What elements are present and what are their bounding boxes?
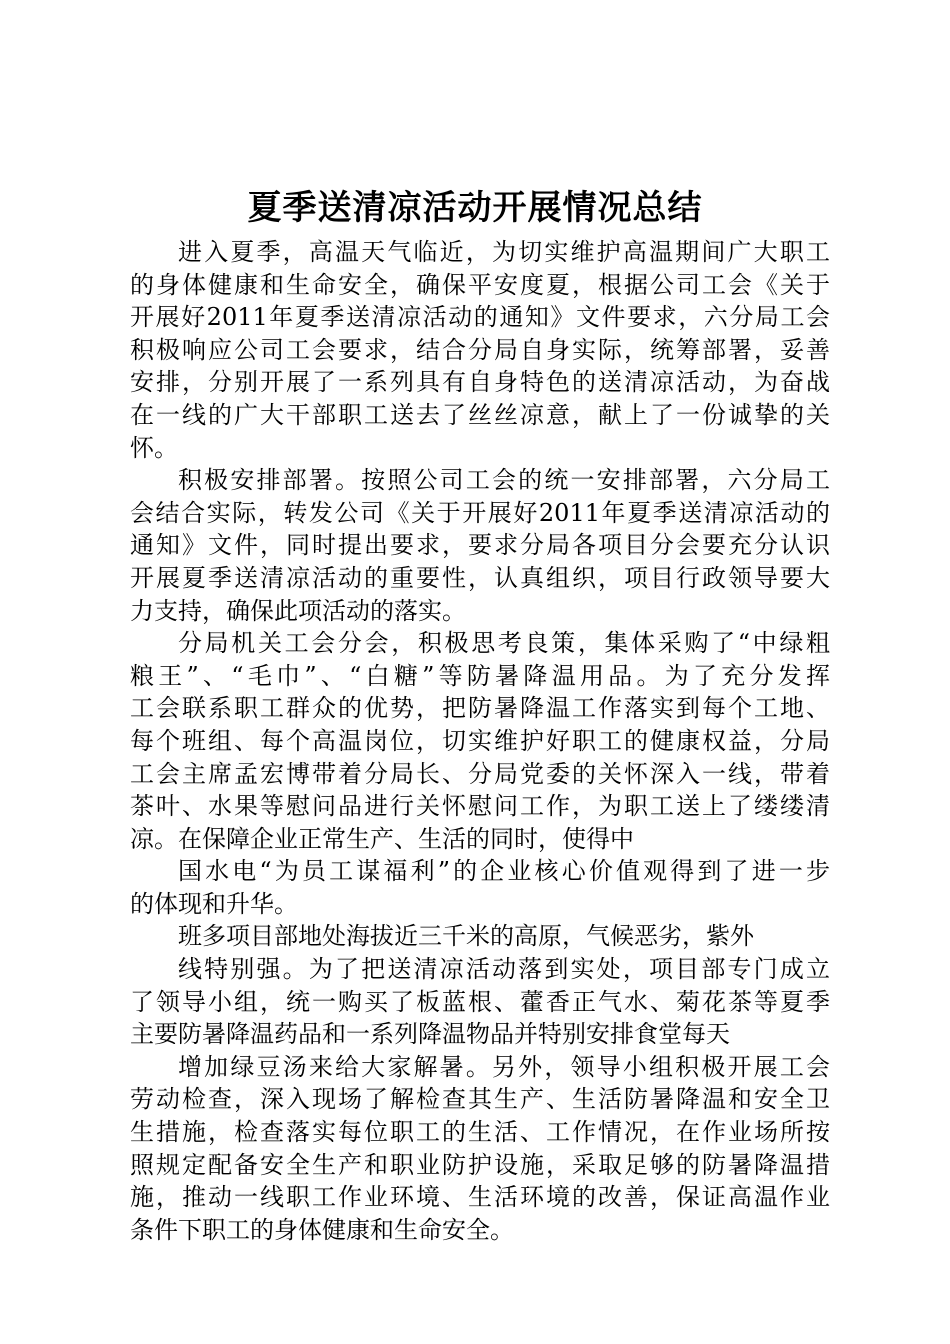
body-text-line: 国水电“为员工谋福利”的企业核心价值观得到了进一步 [178, 857, 830, 886]
body-text-line: 凉。在保障企业正常生产、生活的同时，使得中 [130, 824, 634, 853]
body-text-line: 施，推动一线职工作业环境、生活环境的改善，保证高温作业 [130, 1183, 830, 1212]
body-text-line: 班多项目部地处海拔近三千米的高原，气候恶劣，紫外 [178, 922, 754, 951]
body-text-line: 了领导小组，统一购买了板蓝根、藿香正气水、菊花茶等夏季 [130, 987, 830, 1016]
body-text-line: 通知》文件，同时提出要求，要求分局各项目分会要充分认识 [130, 531, 830, 560]
body-text-line: 怀。 [130, 433, 178, 462]
body-text-line: 条件下职工的身体健康和生命安全。 [130, 1215, 514, 1244]
body-text-line: 会结合实际，转发公司《关于开展好2011年夏季送清凉活动的 [130, 498, 830, 527]
body-text-line: 增加绿豆汤来给大家解暑。另外，领导小组积极开展工会 [178, 1052, 830, 1081]
body-text-line: 主要防暑降温药品和一系列降温物品并特别安排食堂每天 [130, 1020, 730, 1049]
body-text-line: 积极安排部署。按照公司工会的统一安排部署，六分局工 [178, 466, 830, 495]
body-text-line: 安排，分别开展了一系列具有自身特色的送清凉活动，为奋战 [130, 368, 830, 397]
body-text-line: 照规定配备安全生产和职业防护设施，采取足够的防暑降温措 [130, 1150, 830, 1179]
body-text-line: 工会联系职工群众的优势，把防暑降温工作落实到每个工地、 [130, 694, 830, 723]
body-text-line: 分局机关工会分会，积极思考良策，集体采购了“中绿粗 [178, 629, 830, 658]
body-text-line: 开展好2011年夏季送清凉活动的通知》文件要求，六分局工会 [130, 303, 830, 332]
body-text-line: 工会主席孟宏博带着分局长、分局党委的关怀深入一线，带着 [130, 759, 830, 788]
body-text-line: 在一线的广大干部职工送去了丝丝凉意，献上了一份诚挚的关 [130, 400, 830, 429]
body-text-line: 的身体健康和生命安全，确保平安度夏，根据公司工会《关于 [130, 270, 830, 299]
body-text-line: 粮王”、“毛巾”、“白糖”等防暑降温用品。为了充分发挥 [130, 661, 830, 690]
body-text-line: 开展夏季送清凉活动的重要性，认真组织，项目行政领导要大 [130, 563, 830, 592]
body-text-line: 茶叶、水果等慰问品进行关怀慰问工作，为职工送上了缕缕清 [130, 792, 830, 821]
document-body [130, 236, 830, 1246]
body-text-line: 的体现和升华。 [130, 889, 298, 918]
body-text-line: 进入夏季，高温天气临近，为切实维护高温期间广大职工 [178, 238, 830, 266]
body-text-line: 生措施，检查落实每位职工的生活、工作情况，在作业场所按 [130, 1118, 830, 1147]
body-text-line: 积极响应公司工会要求，结合分局自身实际，统筹部署，妥善 [130, 335, 830, 364]
body-text-line: 力支持，确保此项活动的落实。 [130, 596, 466, 625]
body-text-line: 每个班组、每个高温岗位，切实维护好职工的健康权益，分局 [130, 726, 830, 755]
body-text-line: 劳动检查，深入现场了解检查其生产、生活防暑降温和安全卫 [130, 1085, 830, 1114]
body-text-line: 线特别强。为了把送清凉活动落到实处，项目部专门成立 [178, 955, 830, 984]
document-title: 夏季送清凉活动开展情况总结 [247, 188, 703, 228]
